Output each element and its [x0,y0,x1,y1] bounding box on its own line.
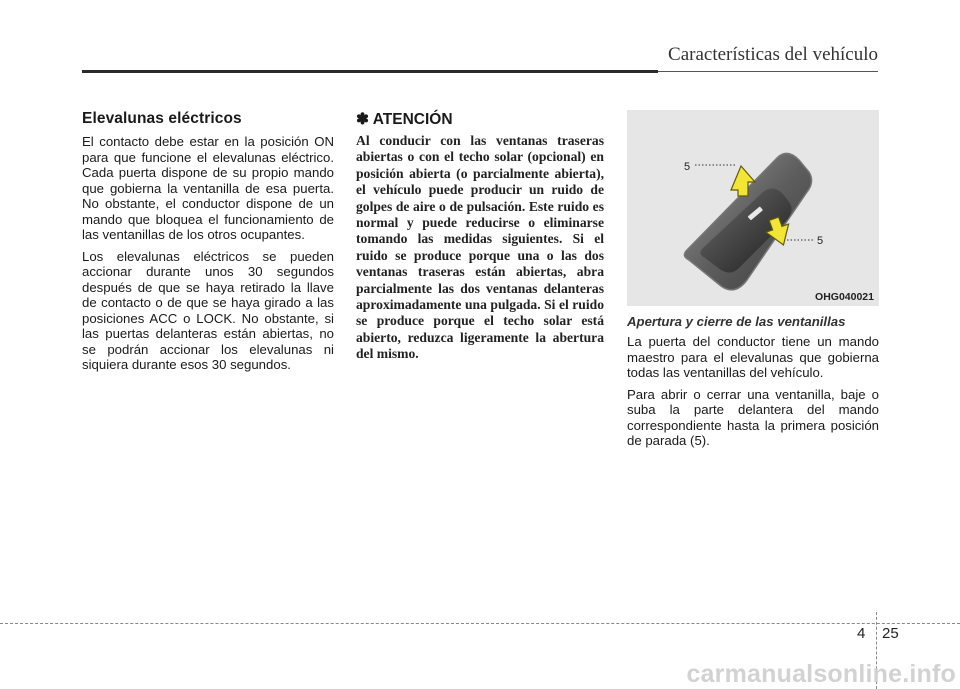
callout-bottom: 5 [817,235,824,247]
section-heading: Elevalunas eléctricos [82,110,242,127]
warning-body: Al conducir con las ventanas traseras abiertas o con el techo solar (opcional) en posición abierta (o parcialmente abierta), el vehículo puede producir un ruido de golpes de aire o de pulsación. Este ruido es normal y puede reducirse o eliminarse tomando las medidas siguientes. Si el ruido se produce porque una o las dos ventanas traseras están abiertas, abra parcialmente las dos ventanas delanteras aproximadamente una pulgada. Si el ruido se produce porque el techo solar está abierto, reduzca ligeramente la abertura del mismo. [356,133,604,362]
watermark: carmanualsonline.info [686,660,956,688]
chapter-number: 4 [857,625,866,642]
callout-top: 5 [684,161,691,173]
left-column [82,110,334,379]
page-number: 25 [882,625,899,642]
window-switch-illustration [627,110,879,306]
warning-column [356,110,604,363]
window-switch-figure [627,110,879,306]
footer-rule [0,623,960,624]
header-rule-thin [658,71,878,72]
figure-caption: Apertura y cierre de las ventanillas [627,314,846,329]
header-rule [82,70,658,73]
paragraph: Los elevalunas eléctricos se pueden accionar durante unos 30 segundos después de que se haya retirado la llave de contacto o de que se haya girado a las posiciones ACC o LOCK. No obstante, si las puertas delanteras están abiertas, no se podrán accionar los elevalunas ni siquiera durante esos 30 segundos. [82,248,334,372]
paragraph: La puerta del conductor tiene un mando maestro para el elevalunas que gobierna todas las ventanillas del vehículo. [627,334,879,380]
figure-code: OHG040021 [815,291,874,303]
right-column [627,110,879,455]
warning-symbol-icon: ✽ [356,111,369,128]
warning-heading [356,110,604,129]
paragraph: El contacto debe estar en la posición ON para que funcione el elevalunas eléctrico. Cada puerta dispone de su propio mando que gobierna la ventanilla de esa puerta. No obstante, el conductor dispone de un mando que bloquea el funcionamiento de las ventanillas de los otros ocupantes. [82,134,334,242]
warning-title: ATENCIÓN [372,111,453,128]
paragraph: Para abrir o cerrar una ventanilla, baje o suba la parte delantera del mando correspondiente hasta la primera posición de parada (5). [627,386,879,448]
header-title: Características del vehículo [668,44,878,65]
